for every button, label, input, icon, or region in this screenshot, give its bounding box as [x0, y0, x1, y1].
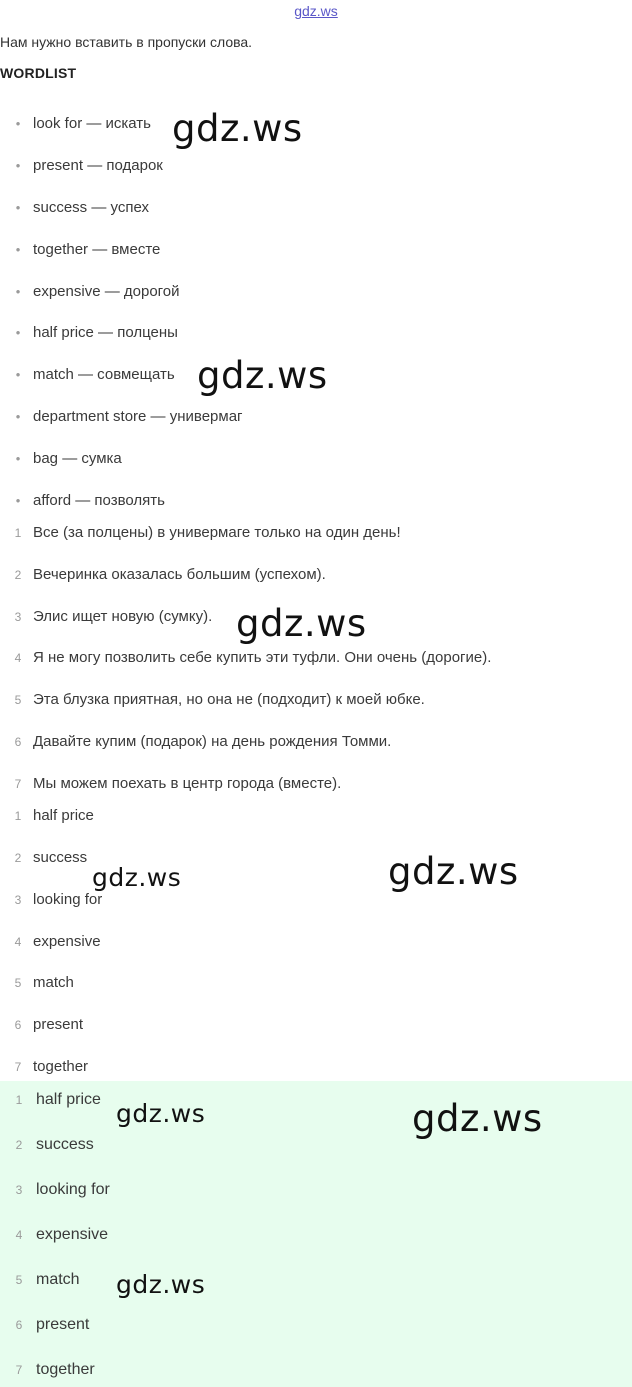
bullet-icon: • — [15, 325, 21, 340]
answer-text: match — [36, 1271, 80, 1288]
item-number: 6 — [14, 735, 22, 749]
answer-text: expensive — [36, 1226, 109, 1243]
answer-text: success — [36, 1136, 94, 1153]
item-number: 1 — [14, 526, 22, 540]
watermark: gdz.ws — [388, 850, 519, 893]
intro-text: Нам нужно вставить в пропуски слова. — [0, 34, 253, 50]
wordlist-item-text: success — успех — [33, 199, 149, 216]
watermark: gdz.ws — [116, 1270, 206, 1299]
wordlist-item-text: present — подарок — [33, 157, 163, 174]
watermark: gdz.ws — [92, 863, 182, 892]
item-number: 5 — [15, 1273, 23, 1287]
answer-text: looking for — [36, 1181, 110, 1198]
item-number: 2 — [15, 1138, 23, 1152]
item-number: 3 — [14, 893, 22, 907]
bullet-icon: • — [15, 493, 21, 508]
wordlist-item-text: half price — полцены — [33, 324, 178, 341]
watermark: gdz.ws — [172, 107, 303, 150]
item-number: 7 — [15, 1363, 23, 1377]
answer-text: present — [33, 1016, 84, 1033]
item-number: 4 — [14, 935, 22, 949]
item-number: 3 — [15, 1183, 23, 1197]
bullet-icon: • — [15, 367, 21, 382]
item-number: 1 — [14, 809, 22, 823]
bullet-icon: • — [15, 409, 21, 424]
item-number: 5 — [14, 976, 22, 990]
bullet-icon: • — [15, 158, 21, 173]
sentence-text: Я не могу позволить себе купить эти туфли. Они очень (дорогие). — [33, 649, 492, 666]
item-number: 5 — [14, 693, 22, 707]
wordlist-item-text: match — совмещать — [33, 366, 175, 383]
answer-text: together — [36, 1361, 95, 1378]
wordlist-item-text: look for — искать — [33, 115, 151, 132]
sentence-text: Мы можем поехать в центр города (вместе). — [33, 775, 342, 792]
item-number: 6 — [14, 1018, 22, 1032]
answer-text: match — [33, 974, 74, 991]
sentence-text: Эта блузка приятная, но она не (подходит) к моей юбке. — [33, 691, 425, 708]
item-number: 4 — [14, 651, 22, 665]
answer-text: present — [36, 1316, 90, 1333]
watermark: gdz.ws — [412, 1097, 543, 1140]
wordlist-item-text: bag — сумка — [33, 450, 122, 467]
bullet-icon: • — [15, 284, 21, 299]
watermark: gdz.ws — [197, 354, 328, 397]
item-number: 1 — [15, 1093, 23, 1107]
answer-text: success — [33, 849, 88, 866]
bullet-icon: • — [15, 200, 21, 215]
item-number: 2 — [14, 568, 22, 582]
answer-text: looking for — [33, 891, 103, 908]
bullet-icon: • — [15, 242, 21, 257]
item-number: 7 — [14, 777, 22, 791]
bullet-icon: • — [15, 451, 21, 466]
answer-text: together — [33, 1058, 89, 1075]
answer-text: expensive — [33, 933, 101, 950]
site-link[interactable]: gdz.ws — [294, 3, 338, 19]
item-number: 6 — [15, 1318, 23, 1332]
sentence-text: Давайте купим (подарок) на день рождения Томми. — [33, 733, 392, 750]
wordlist-heading: WORDLIST — [0, 65, 77, 81]
item-number: 7 — [14, 1060, 22, 1074]
sentence-text: Элис ищет новую (сумку). — [33, 608, 213, 625]
item-number: 4 — [15, 1228, 23, 1242]
item-number: 3 — [14, 610, 22, 624]
wordlist-item-text: together — вместе — [33, 241, 161, 258]
wordlist-item-text: department store — универмаг — [33, 408, 243, 425]
wordlist-item-text: afford — позволять — [33, 492, 165, 509]
bullet-icon: • — [15, 116, 21, 131]
answer-text: half price — [36, 1091, 101, 1108]
item-number: 2 — [14, 851, 22, 865]
sentence-text: Все (за полцены) в универмаге только на один день! — [33, 524, 401, 541]
watermark: gdz.ws — [236, 602, 367, 645]
answer-text: half price — [33, 807, 94, 824]
watermark: gdz.ws — [116, 1099, 206, 1128]
sentence-text: Вечеринка оказалась большим (успехом). — [33, 566, 326, 583]
wordlist-item-text: expensive — дорогой — [33, 283, 180, 300]
